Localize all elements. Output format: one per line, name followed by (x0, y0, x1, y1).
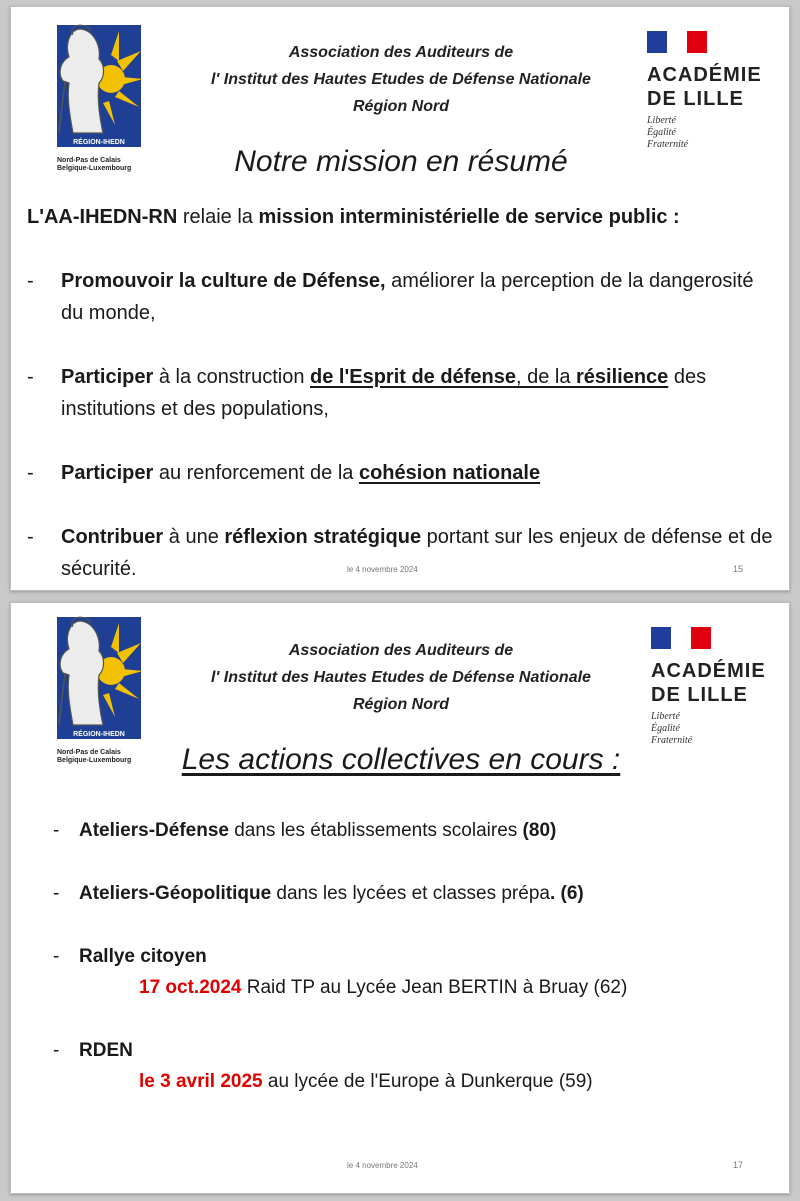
bullet-item: - Promouvoir la culture de Défense, améliorer la perception de la dangerosité du monde, (27, 270, 754, 324)
org-name: L'AA-IHEDN-RN (27, 206, 178, 228)
mission-text: mission interministérielle de service public : (258, 206, 680, 228)
event-date: 17 oct.2024 (139, 977, 242, 998)
list-item: - Rallye citoyen 17 oct.2024 Raid TP au Lycée Jean BERTIN à Bruay (62) (53, 941, 773, 1003)
logo-region-label: RÉGION-IHEDN (73, 139, 125, 146)
bullet-item: - Participer à la construction de l'Esprit de défense, de la résilience des institutions et des populations, (27, 366, 707, 420)
academie-motto-1: Liberté (651, 711, 680, 722)
list-item: - RDEN le 3 avril 2025 au lycée de l'Europe à Dunkerque (59) (53, 1035, 773, 1097)
academie-lille-logo (651, 627, 790, 747)
academie-motto-3: Fraternité (651, 735, 693, 746)
footer-date: le 4 novembre 2024 (347, 565, 418, 574)
list-item: - Ateliers-Géopolitique dans les lycées et classes prépa. (6) (53, 883, 584, 904)
association-line3: Région Nord (353, 98, 449, 115)
academie-name-line1: ACADÉMIE (651, 660, 766, 682)
page-number: 17 (733, 1160, 744, 1170)
academie-name-line1: ACADÉMIE (647, 64, 762, 86)
marianne-flag-icon (647, 31, 707, 53)
slide-body (27, 201, 777, 591)
mission-bullets (27, 265, 777, 585)
academie-motto-2: Égalité (651, 723, 680, 734)
logo-caption-line2: Belgique-Luxembourg (57, 757, 132, 764)
event-detail: le 3 avril 2025 au lycée de l'Europe à Dunkerque (59) (139, 1071, 593, 1092)
academie-motto-3: Fraternité (647, 139, 689, 150)
logo-region-label: RÉGION-IHEDN (73, 731, 125, 738)
bullet-item: - Contribuer à une réflexion stratégique portant sur les enjeux de défense et de sécurité. (27, 526, 773, 580)
marianne-flag-icon (651, 627, 711, 649)
academie-motto-2: Égalité (647, 127, 676, 138)
academie-motto-1: Liberté (647, 115, 676, 126)
list-item: - Ateliers-Défense dans les établissements scolaires (80) (53, 820, 557, 841)
footer-date: le 4 novembre 2024 (347, 1161, 418, 1170)
intro-verb: relaie la (177, 206, 259, 228)
logo-caption-line1: Nord-Pas de Calais (57, 157, 121, 164)
actions-list (53, 815, 773, 1129)
association-header (161, 637, 641, 718)
page-number: 15 (733, 564, 744, 574)
slide-title: Notre mission en résumé (234, 145, 568, 178)
slide-15 (10, 6, 790, 591)
event-date: le 3 avril 2025 (139, 1071, 263, 1092)
association-line2: l' Institut des Hautes Etudes de Défense Nationale (211, 71, 591, 88)
logo-caption-line2: Belgique-Luxembourg (57, 165, 132, 172)
association-line2: l' Institut des Hautes Etudes de Défense Nationale (211, 669, 591, 686)
slide-title: Les actions collectives en cours : (181, 743, 621, 776)
logo-caption-line1: Nord-Pas de Calais (57, 749, 121, 756)
bullet-item: - Participer au renforcement de la cohésion nationale (27, 462, 541, 484)
association-line1: Association des Auditeurs de (288, 642, 514, 659)
academie-lille-logo (647, 31, 787, 151)
event-detail: 17 oct.2024 Raid TP au Lycée Jean BERTIN à Bruay (62) (139, 977, 628, 998)
academie-name-line2: DE LILLE (647, 88, 744, 110)
association-line1: Association des Auditeurs de (288, 44, 514, 61)
athena-emblem-icon (39, 21, 143, 157)
academie-name-line2: DE LILLE (651, 684, 748, 706)
association-line3: Région Nord (353, 696, 449, 713)
slide-17 (10, 602, 790, 1194)
athena-emblem-icon (39, 613, 143, 749)
association-header (161, 39, 641, 120)
intro-line (27, 201, 777, 233)
